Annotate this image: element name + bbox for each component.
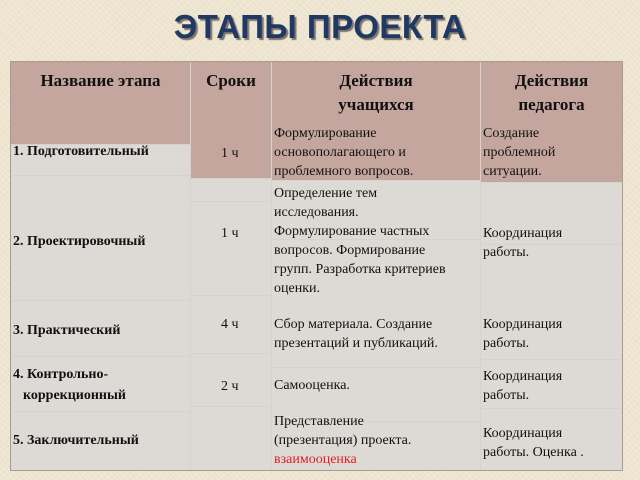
- students-text-2-l2: исследования.: [274, 205, 359, 220]
- header-teacher-line2: педагога: [518, 95, 585, 114]
- teacher-text-4-l1: Координация: [483, 369, 563, 384]
- students-text-1-l1: Формулирование: [274, 126, 377, 141]
- term-cell-5: [191, 407, 271, 470]
- stages-table: [10, 61, 623, 471]
- students-text-2-l4: вопросов. Формирование: [274, 243, 426, 258]
- teacher-text-3-l1: Координация: [483, 317, 563, 332]
- teacher-text-2-l1: Координация: [483, 226, 563, 241]
- slide-title: ЭТАПЫ ПРОЕКТА: [173, 8, 467, 45]
- teacher-text-1-l3: ситуации.: [483, 164, 542, 179]
- stage-name-4-line2: коррекционный: [23, 388, 126, 403]
- stage-name-2: 2. Проектировочный: [13, 234, 146, 249]
- term-1: 1 ч: [221, 146, 239, 161]
- students-text-5-l2: (презентация) проекта.: [274, 433, 412, 448]
- students-text-2-l5: групп. Разработка критериев: [274, 262, 446, 277]
- stage-name-5: 5. Заключительный: [13, 433, 139, 448]
- teacher-text-3-l2: работы.: [483, 336, 530, 351]
- students-text-2-l3: Формулирование частных: [274, 224, 430, 239]
- students-text-1-l3: проблемного вопросов.: [274, 164, 414, 179]
- header-students-line2: учащихся: [338, 95, 414, 114]
- students-text-5-l1: Представление: [274, 414, 364, 429]
- students-text-3-l2: презентаций и публикаций.: [274, 336, 438, 351]
- term-4: 2 ч: [221, 379, 239, 394]
- term-cell-2: [191, 202, 271, 295]
- teacher-text-4-l2: работы.: [483, 388, 530, 403]
- students-text-2-l1: Определение тем: [274, 186, 378, 201]
- teacher-text-1-l1: Создание: [483, 126, 540, 141]
- term-cell-1: [191, 179, 271, 201]
- header-terms: Сроки: [206, 71, 256, 90]
- stage-name-1: 1. Подготовительный: [13, 144, 149, 159]
- students-text-4-l1: Самооценка.: [274, 378, 350, 393]
- term-3: 4 ч: [221, 317, 239, 332]
- stage-name-3: 3. Практический: [13, 323, 121, 338]
- term-2: 1 ч: [221, 226, 239, 241]
- teacher-text-5-l1: Координация: [483, 426, 563, 441]
- stage-name-4-line1: 4. Контрольно-: [13, 367, 109, 382]
- header-teacher-line1: Действия: [514, 71, 589, 90]
- teacher-text-2-l2: работы.: [483, 245, 530, 260]
- students-text-2-l6: оценки.: [274, 281, 320, 296]
- students-text-5-accent: взаимооценка: [274, 452, 357, 467]
- teacher-text-1-l2: проблемной: [483, 145, 556, 160]
- students-text-3-l1: Сбор материала. Создание: [274, 317, 433, 332]
- header-stage: Название этапа: [40, 71, 161, 90]
- teacher-text-5-l2: работы. Оценка .: [483, 445, 584, 460]
- header-students-line1: Действия: [339, 71, 413, 90]
- students-text-1-l2: основополагающего и: [274, 145, 406, 160]
